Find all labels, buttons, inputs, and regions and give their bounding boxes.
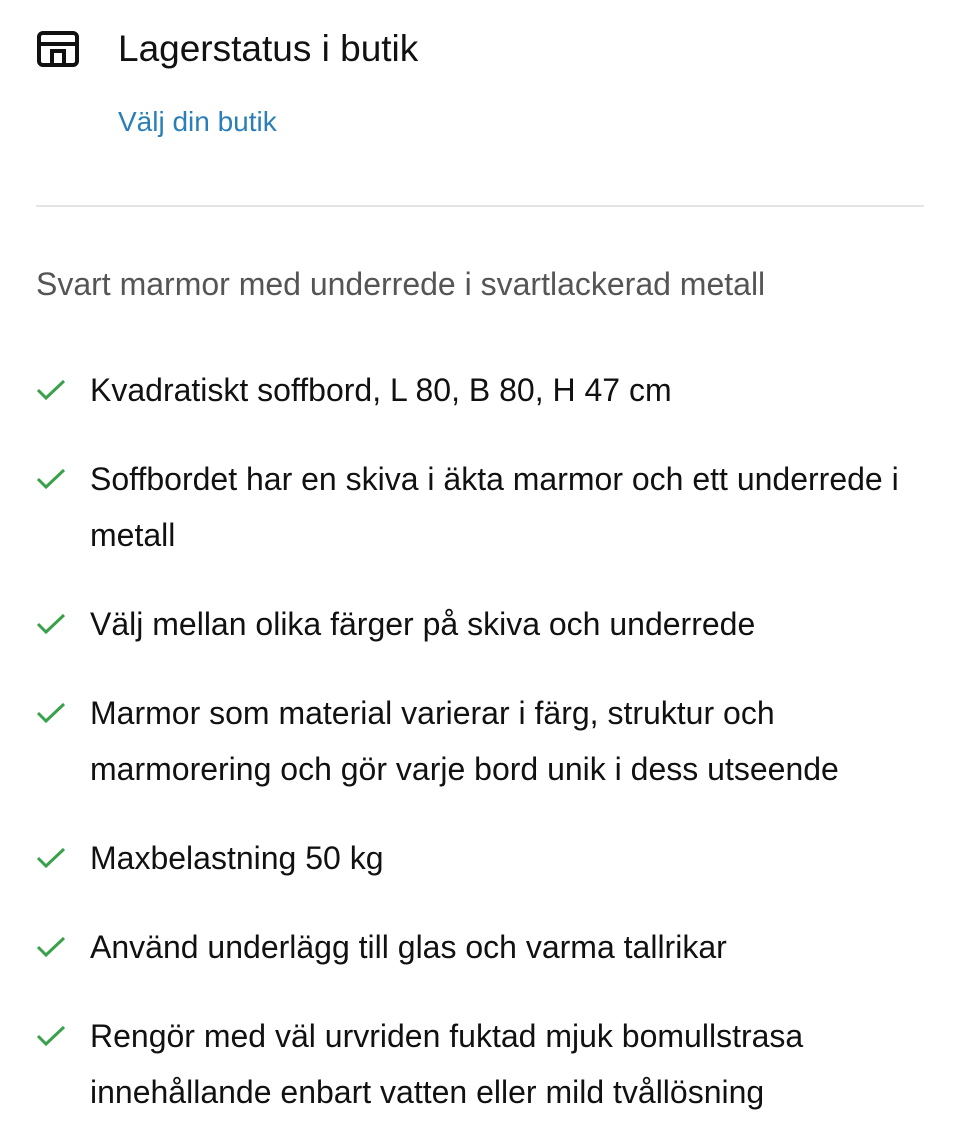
feature-item: [36, 362, 936, 418]
checkmark-icon: [36, 451, 70, 507]
feature-text: Marmor som material varierar i färg, struktur och marmorering och gör varje bord unik i dess utseende: [90, 695, 839, 787]
store-availability-header: [36, 24, 418, 74]
store-availability-title: Lagerstatus i butik: [118, 28, 419, 69]
divider: [36, 205, 924, 207]
feature-text: Rengör med väl urvriden fuktad mjuk bomullstrasa innehållande enbart vatten eller mild tvållösning: [90, 1018, 804, 1110]
checkmark-icon: [36, 596, 70, 652]
checkmark-icon: [36, 1008, 70, 1064]
product-material-description: Svart marmor med underrede i svartlackerad metall: [36, 266, 766, 302]
choose-store-link[interactable]: Välj din butik: [118, 106, 277, 137]
checkmark-icon: [36, 919, 70, 975]
feature-item: [36, 919, 936, 975]
checkmark-icon: [36, 685, 70, 741]
checkmark-icon: [36, 830, 70, 886]
feature-item: [36, 830, 936, 886]
checkmark-icon: [36, 362, 70, 418]
feature-item: [36, 1008, 936, 1120]
feature-text: Soffbordet har en skiva i äkta marmor och ett underrede i metall: [90, 461, 899, 553]
feature-text: Använd underlägg till glas och varma tallrikar: [90, 929, 727, 965]
feature-item: [36, 451, 936, 563]
feature-text: Maxbelastning 50 kg: [90, 840, 384, 876]
feature-item: [36, 596, 936, 652]
feature-text: Välj mellan olika färger på skiva och underrede: [90, 606, 756, 642]
feature-list: [36, 362, 936, 1146]
feature-item: [36, 685, 936, 797]
feature-text: Kvadratiskt soffbord, L 80, B 80, H 47 cm: [90, 372, 672, 408]
store-icon: [36, 29, 80, 69]
